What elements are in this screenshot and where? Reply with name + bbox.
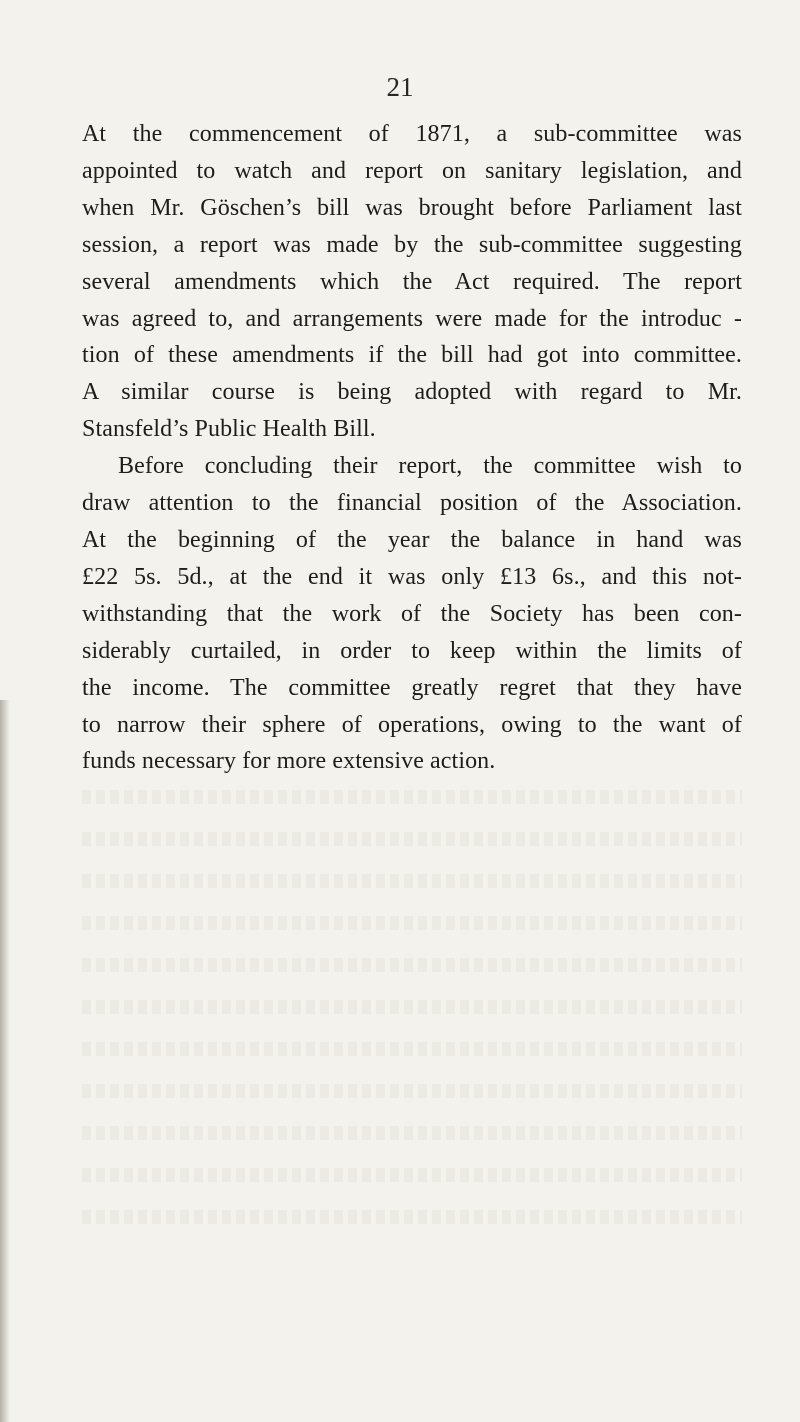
bleed-mark xyxy=(82,1168,742,1182)
page-edge-shadow xyxy=(0,700,10,1422)
bleed-mark xyxy=(82,1084,742,1098)
bleed-mark xyxy=(82,958,742,972)
text-line: several amendments which the Act required. The report xyxy=(82,268,742,295)
page-number: 21 xyxy=(386,72,414,102)
reverse-side-bleed-through xyxy=(0,790,800,1422)
text-line: to narrow their sphere of operations, owing to the want of xyxy=(82,711,742,738)
text-line: A similar course is being adopted with regard to Mr. xyxy=(82,379,742,406)
text-line: Before concluding their report, the committee wish to xyxy=(118,453,742,480)
bleed-mark xyxy=(82,790,742,804)
text-line: tion of these amendments if the bill had got into committee. xyxy=(82,342,742,369)
bleed-mark xyxy=(82,916,742,930)
text-line: when Mr. Göschen’s bill was brought before Parliament last xyxy=(82,194,742,221)
bleed-mark xyxy=(82,832,742,846)
bleed-mark xyxy=(82,1210,742,1224)
text-line: funds necessary for more extensive action. xyxy=(82,748,496,775)
text-line: At the commencement of 1871, a sub-committee was xyxy=(82,121,742,147)
bleed-mark xyxy=(82,874,742,888)
body-text xyxy=(82,116,742,780)
text-line: withstanding that the work of the Society has been con- xyxy=(82,600,742,627)
text-line: was agreed to, and arrangements were made for the introduc - xyxy=(82,305,742,332)
bleed-mark xyxy=(82,1000,742,1014)
text-line: the income. The committee greatly regret that they have xyxy=(82,674,742,701)
text-line: siderably curtailed, in order to keep within the limits of xyxy=(82,637,742,664)
bleed-mark xyxy=(82,1126,742,1140)
paragraph-sanitary-legislation xyxy=(82,116,742,448)
bleed-mark xyxy=(82,1042,742,1056)
text-line: session, a report was made by the sub-committee suggesting xyxy=(82,231,742,258)
text-line: £22 5s. 5d., at the end it was only £13 6s., and this not- xyxy=(82,563,742,590)
paragraph-financial-position xyxy=(82,448,742,780)
text-line: appointed to watch and report on sanitary legislation, and xyxy=(82,157,742,184)
text-line: Stansfeld’s Public Health Bill. xyxy=(82,416,376,443)
text-line: At the beginning of the year the balance in hand was xyxy=(82,526,742,553)
text-line: draw attention to the financial position of the Association. xyxy=(82,490,742,517)
